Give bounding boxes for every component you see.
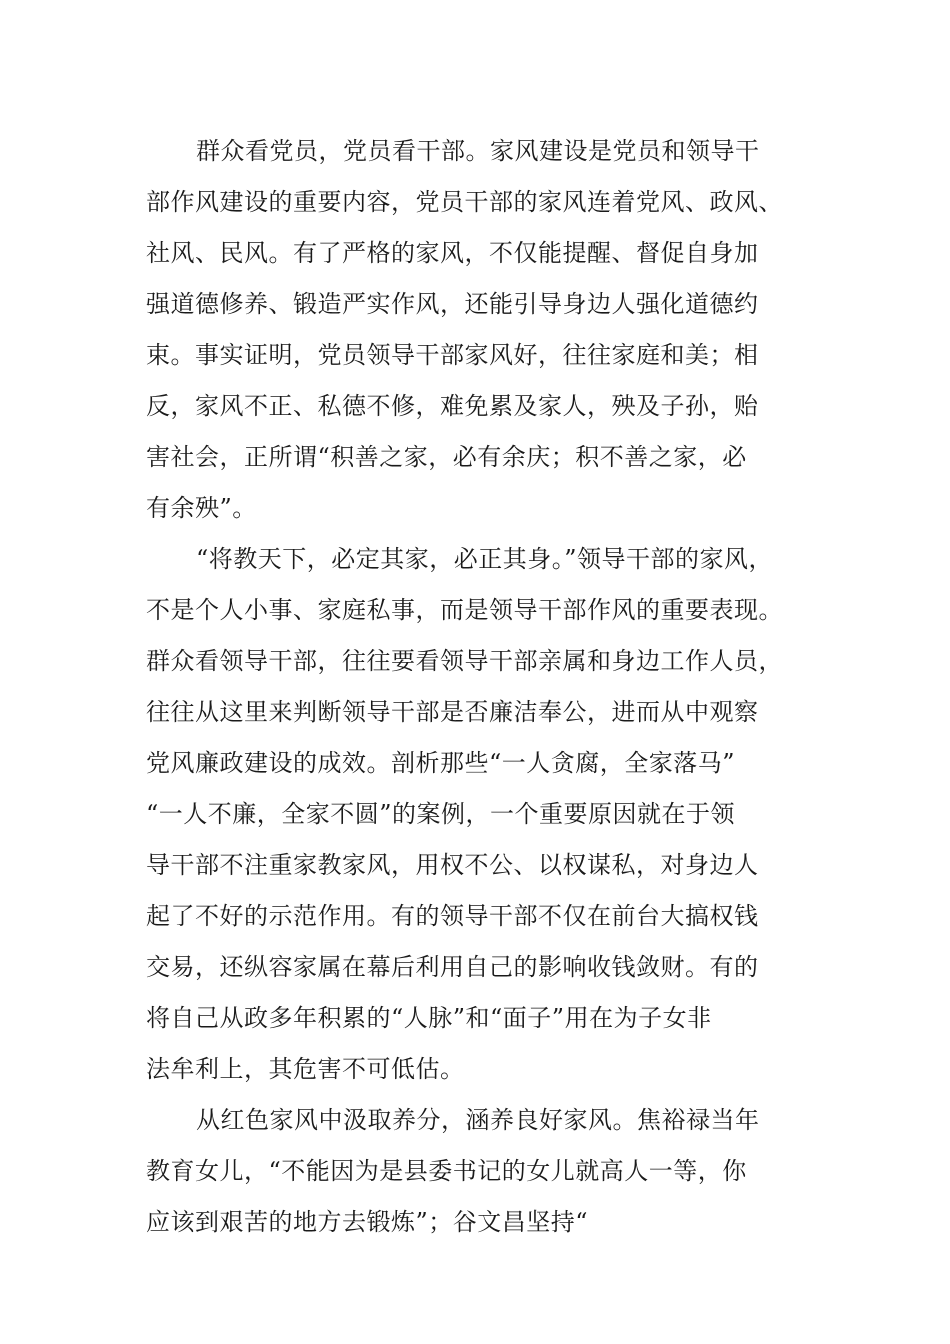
paragraph-2 — [146, 534, 806, 1095]
paragraph-line: 不是个人小事、家庭私事，而是领导干部作风的重要表现。 — [146, 596, 783, 624]
paragraph-line: 强道德修养、锻造严实作风，还能引导身边人强化道德约 — [146, 290, 759, 318]
paragraph-line: 社风、民风。有了严格的家风，不仅能提醒、督促自身加 — [146, 239, 759, 267]
paragraph-3 — [146, 1095, 806, 1248]
paragraph-line: 反，家风不正、私德不修，难免累及家人，殃及子孙，贻 — [146, 392, 759, 420]
paragraph-line: 应该到艰苦的地方去锻炼”；谷文昌坚持“ — [146, 1208, 589, 1236]
paragraph-line: 将自己从政多年积累的“人脉”和“面子”用在为子女非 — [146, 1004, 712, 1032]
paragraph-line: 有余殃”。 — [146, 494, 257, 522]
paragraph-line: 害社会，正所谓“积善之家，必有余庆；积不善之家，必 — [146, 443, 747, 471]
paragraph-line: 部作风建设的重要内容，党员干部的家风连着党风、政风、 — [146, 188, 783, 216]
paragraph-line: 导干部不注重家教家风，用权不公、以权谋私，对身边人 — [146, 851, 759, 879]
paragraph-line: 往往从这里来判断领导干部是否廉洁奉公，进而从中观察 — [146, 698, 759, 726]
document-body — [146, 126, 806, 1248]
paragraph-line: 教育女儿，“不能因为是县委书记的女儿就高人一等，你 — [146, 1157, 747, 1185]
paragraph-line: 党风廉政建设的成效。剖析那些“一人贪腐，全家落马” — [146, 749, 736, 777]
paragraph-line: “将教天下，必定其家，必正其身。”领导干部的家风， — [196, 545, 774, 573]
paragraph-line: 起了不好的示范作用。有的领导干部不仅在前台大搞权钱 — [146, 902, 759, 930]
paragraph-line: 从红色家风中汲取养分，涵养良好家风。焦裕禄当年 — [196, 1106, 760, 1134]
paragraph-line: 交易，还纵容家属在幕后利用自己的影响收钱敛财。有的 — [146, 953, 759, 981]
paragraph-line: 群众看党员，党员看干部。家风建设是党员和领导干 — [196, 137, 760, 165]
paragraph-line: 群众看领导干部，往往要看领导干部亲属和身边工作人员， — [146, 647, 783, 675]
paragraph-line: 法牟利上，其危害不可低估。 — [146, 1055, 465, 1083]
paragraph-line: 束。事实证明，党员领导干部家风好，往往家庭和美；相 — [146, 341, 759, 369]
paragraph-line: “一人不廉，全家不圆”的案例，一个重要原因就在于领 — [146, 800, 736, 828]
paragraph-1 — [146, 126, 806, 534]
